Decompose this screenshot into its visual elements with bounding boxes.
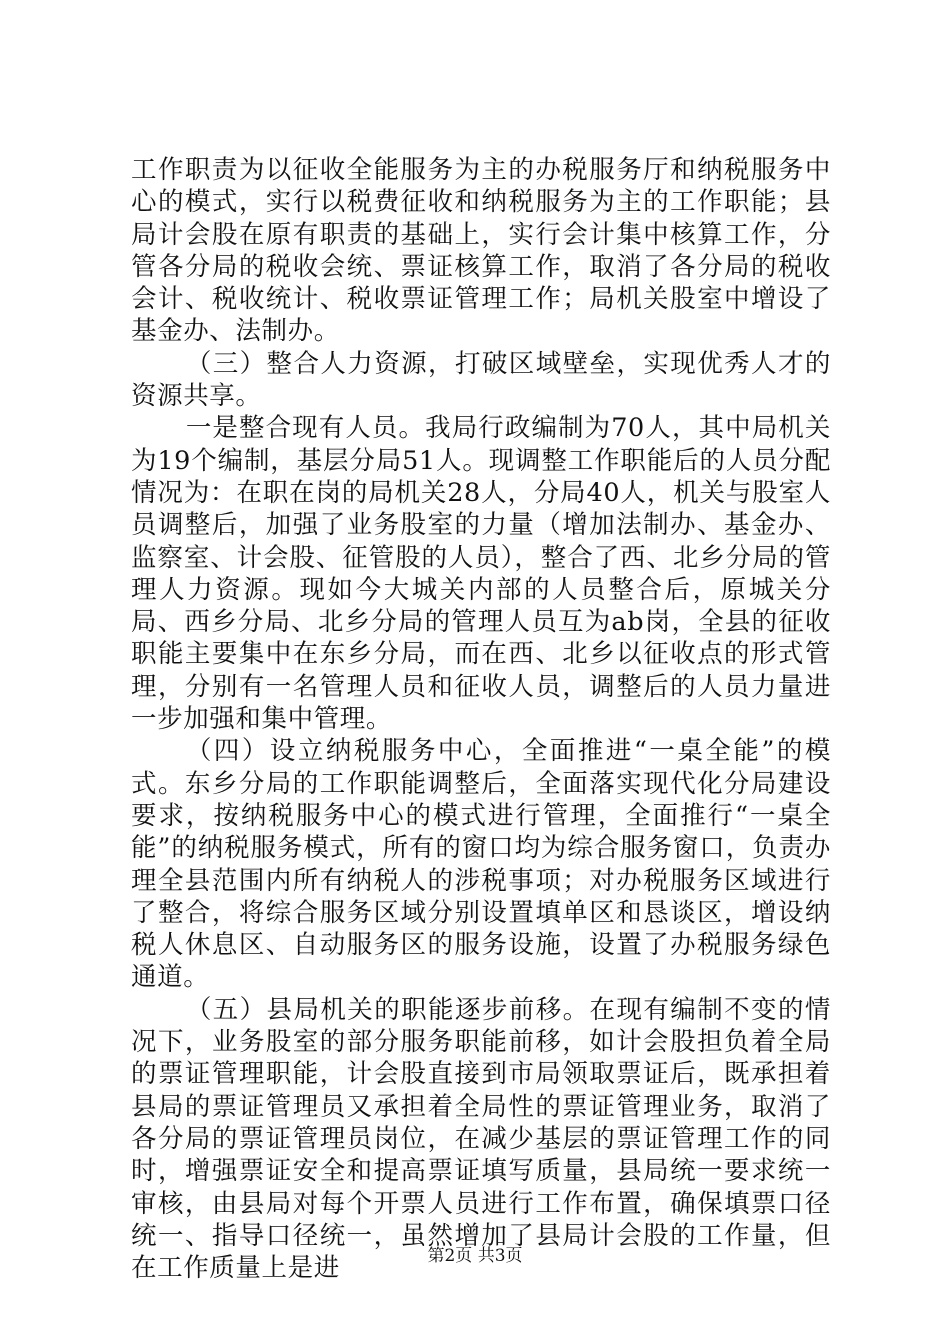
paragraph-duties-continued: 工作职责为以征收全能服务为主的办税服务厅和纳税服务中心的模式，实行以税费征收和纳税服务为主的工作职能；县局计会股在原有职责的基础上，实行会计集中核算工作，分管各分局的税收会统、票证核算工作，取消了各分局的税收会计、税收统计、税收票证管理工作；局机关股室中增设了基金办、法制办。 [131, 155, 831, 347]
paragraph-section-five: （五）县局机关的职能逐步前移。在现有编制不变的情况下，业务股室的部分服务职能前移，如计会股担负着全局的票证管理职能，计会股直接到市局领取票证后，既承担着县局的票证管理员又承担着全局性的票证管理业务，取消了各分局的票证管理员岗位，在减少基层的票证管理工作的同时，增强票证安全和提高票证填写质量，县局统一要求统一审核，由县局对每个开票人员进行工作布置，确保填票口径统一、指导口径统一，虽然增加了县局计会股的工作量，但在工作质量上是进 [131, 994, 831, 1284]
document-body [131, 154, 831, 1284]
page-footer: 第2页 共3页 [427, 1246, 523, 1266]
paragraph-staff-integration: 一是整合现有人员。我局行政编制为70人，其中局机关为19个编制，基层分局51人。现调整工作职能后的人员分配情况为：在职在岗的局机关28人，分局40人，机关与股室人员调整后，加强了业务股室的力量（增加法制办、基金办、监察室、计会股、征管股的人员），整合了西、北乡分局的管理人力资源。现如今大城关内部的人员整合后，原城关分局、西乡分局、北乡分局的管理人员互为ab岗，全县的征收职能主要集中在东乡分局，而在西、北乡以征收点的形式管理，分别有一名管理人员和征收人员，调整后的人员力量进一步加强和集中管理。 [131, 413, 831, 735]
paragraph-section-four: （四）设立纳税服务中心，全面推进“一桌全能”的模式。东乡分局的工作职能调整后，全面落实现代化分局建设要求，按纳税服务中心的模式进行管理，全面推行“一桌全能”的纳税服务模式，所有的窗口均为综合服务窗口，负责办理全县范围内所有纳税人的涉税事项；对办税服务区域进行了整合，将综合服务区域分别设置填单区和恳谈区，增设纳税人休息区、自动服务区的服务设施，设置了办税服务绿色通道。 [131, 736, 831, 993]
paragraph-section-three-heading: （三）整合人力资源，打破区域壁垒，实现优秀人才的资源共享。 [131, 348, 831, 412]
